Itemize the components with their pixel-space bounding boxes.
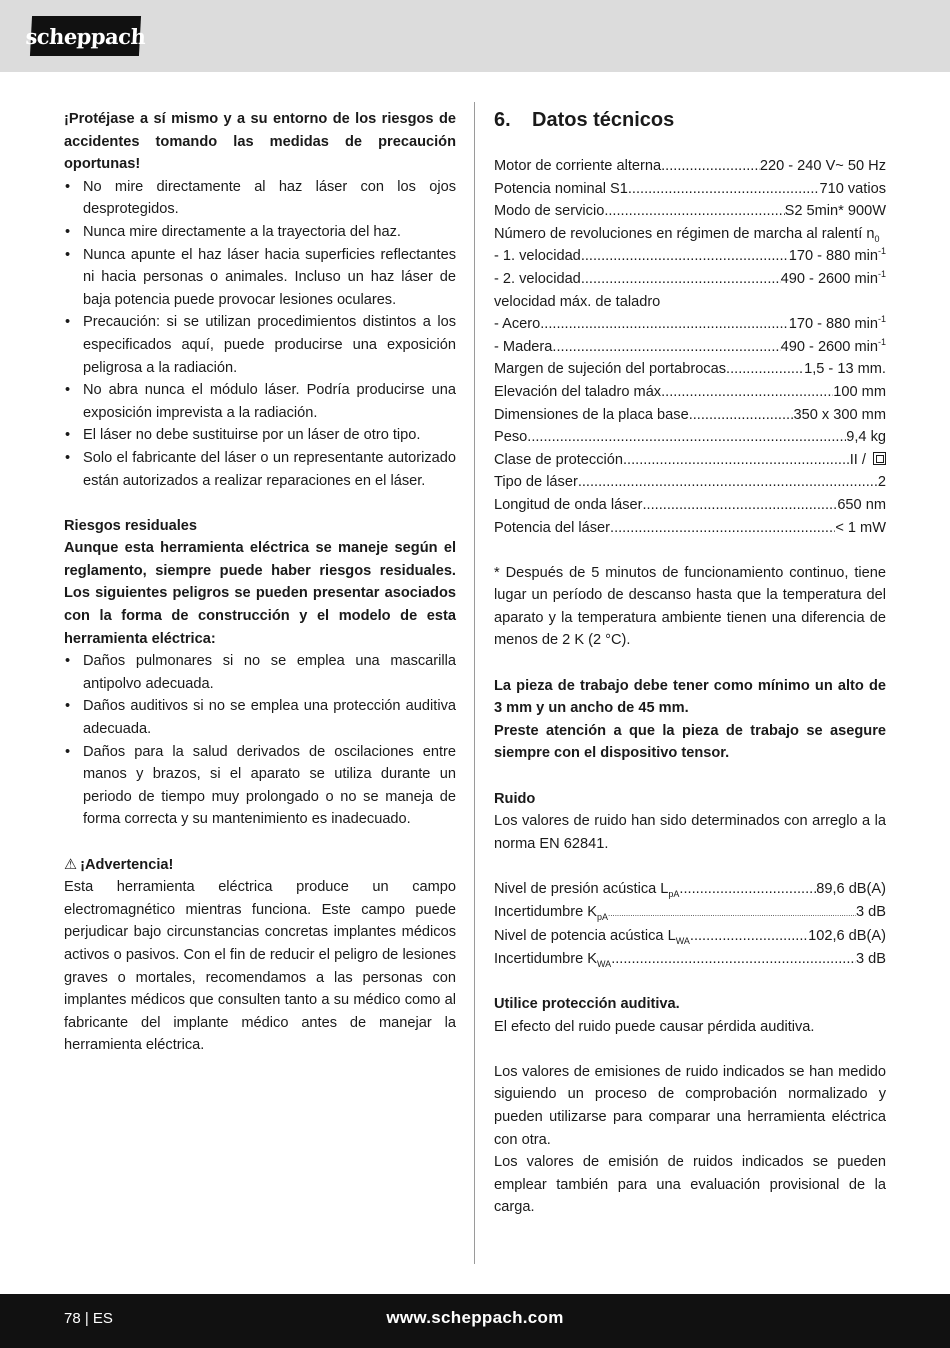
- page-footer: [0, 1294, 950, 1348]
- list-item: • Daños pulmonares si no se emplea una mascarilla antipolvo adecuada.: [64, 650, 456, 695]
- website-url: www.scheppach.com: [386, 1308, 564, 1327]
- spec-row-chuck: Margen de sujeción del portabrocas ..... 1,5 - 13 mm.: [494, 358, 886, 381]
- list-item: • El láser no debe sustituirse por un láser de otro tipo.: [64, 424, 456, 447]
- spec-row-motor: Motor de corriente alterna ..... 220 - 240 V~ 50 Hz: [494, 155, 886, 178]
- spec-row-power: Potencia nominal S1 ..... 710 vatios: [494, 178, 886, 201]
- right-column: [494, 108, 886, 1219]
- spec-row-wavelength: Longitud de onda láser ..... 650 nm: [494, 494, 886, 517]
- noise-row-lpa: Nivel de presión acústica $L_{pA}$ ..... 89,6 dB(A): [494, 878, 886, 901]
- spec-row-mode: Modo de servicio ..... S2 5min* 900W: [494, 200, 886, 223]
- spec-row-lift: Elevación del taladro máx ..... 100 mm: [494, 381, 886, 404]
- section-title: Datos técnicos: [532, 109, 675, 131]
- spec-row-speed1: - 1. velocidad ..... 170 - 880 $\min^{-1}$: [494, 245, 886, 268]
- warning-text: Esta herramienta eléctrica produce un campo electromagnético mientras funciona. Este campo puede perjudicar bajo circunstancias concretas implantes médicos activos o pasivos. Con el fin de reducir el peligro de lesiones graves o mortales, recomendamos a las personas con implantes médicos que consulten tanto a su médico como al fabricante del implante médico antes de manejar la herramienta eléctrica.: [64, 879, 456, 1054]
- spec-row-steel: - Acero ..... 170 - 880 $\min^{-1}$: [494, 313, 886, 336]
- residual-risks-list: [64, 650, 456, 831]
- warning-triangle-icon: ⚠: [64, 856, 78, 873]
- scheppach-logo: scheppach: [30, 16, 141, 56]
- list-item: • Precaución: si se utilizan procedimientos distintos a los especificados aquí, puede producirse una exposición peligrosa a la radiación.: [64, 311, 456, 379]
- left-column: [64, 108, 456, 1057]
- duty-footnote: * Después de 5 minutos de funcionamiento continuo, tiene lugar un período de descanso hasta que la temperatura del aparato y la temperatura ambiente tienen una diferencia de menos de 2 K (2 °C).: [494, 564, 886, 649]
- section-number: 6.: [494, 109, 511, 131]
- list-item: • Solo el fabricante del láser o un representante autorizado están autorizados a realizar reparaciones en el láser.: [64, 447, 456, 492]
- spec-row-weight: Peso ..... 9,4 kg: [494, 426, 886, 449]
- laser-safety-list: [64, 176, 456, 492]
- workpiece-note-2: Preste atención a que la pieza de trabajo se asegure siempre con el dispositivo tensor.: [494, 722, 886, 762]
- warning-title: ¡Advertencia!: [80, 856, 174, 873]
- spec-row-speed2: - 2. velocidad ..... 490 - 2600 $\min^{-1}$: [494, 268, 886, 291]
- hearing-protection-text: El efecto del ruido puede causar pérdida auditiva.: [494, 1018, 815, 1035]
- noise-row-lwa: Nivel de potencia acústica $L_{WA}$ ..... 102,6 dB(A): [494, 925, 886, 948]
- spec-row-base: Dimensiones de la placa base ..... 350 x 300 mm: [494, 404, 886, 427]
- list-item: • Nunca mire directamente a la trayectoria del haz.: [64, 221, 456, 244]
- warning-heading: [64, 854, 456, 877]
- noise-text: Los valores de ruido han sido determinados con arreglo a la norma EN 62841.: [494, 813, 886, 852]
- page-header: [0, 0, 950, 72]
- section-heading: [494, 108, 886, 132]
- noise-title: Ruido: [494, 790, 536, 807]
- list-item: • No abra nunca el módulo láser. Podría producirse una exposición imprevista a la radiación.: [64, 379, 456, 424]
- spec-rpm-heading: Número de revoluciones en régimen de marcha al ralentí $n_0$: [494, 225, 880, 244]
- spec-row-wood: - Madera ..... 490 - 2600 $\min^{-1}$: [494, 336, 886, 359]
- list-item: • No mire directamente al haz láser con los ojos desprotegidos.: [64, 176, 456, 221]
- spec-row-laser-type: Tipo de láser ..... 2: [494, 471, 886, 494]
- noise-row-kpa: Incertidumbre $K_{pA}$ ..... 3 dB: [494, 901, 886, 926]
- residual-risks-title: Riesgos residuales: [64, 517, 198, 534]
- emission-text-1: Los valores de emisiones de ruido indicados se han medido siguiendo un proceso de comprobación normalizado y pueden utilizarse para comparar una herramienta eléctrica con otra.: [494, 1063, 886, 1148]
- spec-drill-heading: velocidad máx. de taladro: [494, 293, 661, 310]
- spec-row-laser-power: Potencia del láser ..... < 1 mW: [494, 517, 886, 540]
- protection-class-ii-icon: [873, 452, 886, 465]
- emission-text-2: Los valores de emisión de ruidos indicados se pueden emplear también para una evaluación provisional de la carga.: [494, 1154, 886, 1216]
- workpiece-note-1: La pieza de trabajo debe tener como mínimo un alto de 3 mm y un ancho de 45 mm.: [494, 677, 886, 717]
- noise-row-kwa: Incertidumbre $K_{WA}$ ..... 3 dB: [494, 948, 886, 971]
- spec-row-protection: Clase de protección ..... II /: [494, 449, 886, 472]
- list-item: • Nunca apunte el haz láser hacia superficies reflectantes ni hacia personas o animales. Incluso un haz láser de baja potencia puede provocar lesiones oculares.: [64, 244, 456, 312]
- list-item: • Daños auditivos si no se emplea una protección auditiva adecuada.: [64, 695, 456, 740]
- residual-risks-intro: Aunque esta herramienta eléctrica se maneje según el reglamento, siempre puede haber riesgos residuales. Los siguientes peligros se pueden presentar asociados con la forma de construcción y el modelo de esta herramienta eléctrica:: [64, 540, 456, 647]
- page-number: 78 | ES: [64, 1310, 113, 1327]
- column-divider: [474, 102, 475, 1264]
- list-item: • Daños para la salud derivados de oscilaciones entre manos y brazos, si el aparato se utiliza durante un periodo de tiempo muy prolongado o no se maneja de forma correcta y su mantenimiento es inadecuado.: [64, 741, 456, 831]
- safety-intro: ¡Protéjase a sí mismo y a su entorno de los riesgos de accidentes tomando las medidas de precaución oportunas!: [64, 111, 456, 173]
- hearing-protection-title: Utilice protección auditiva.: [494, 995, 680, 1012]
